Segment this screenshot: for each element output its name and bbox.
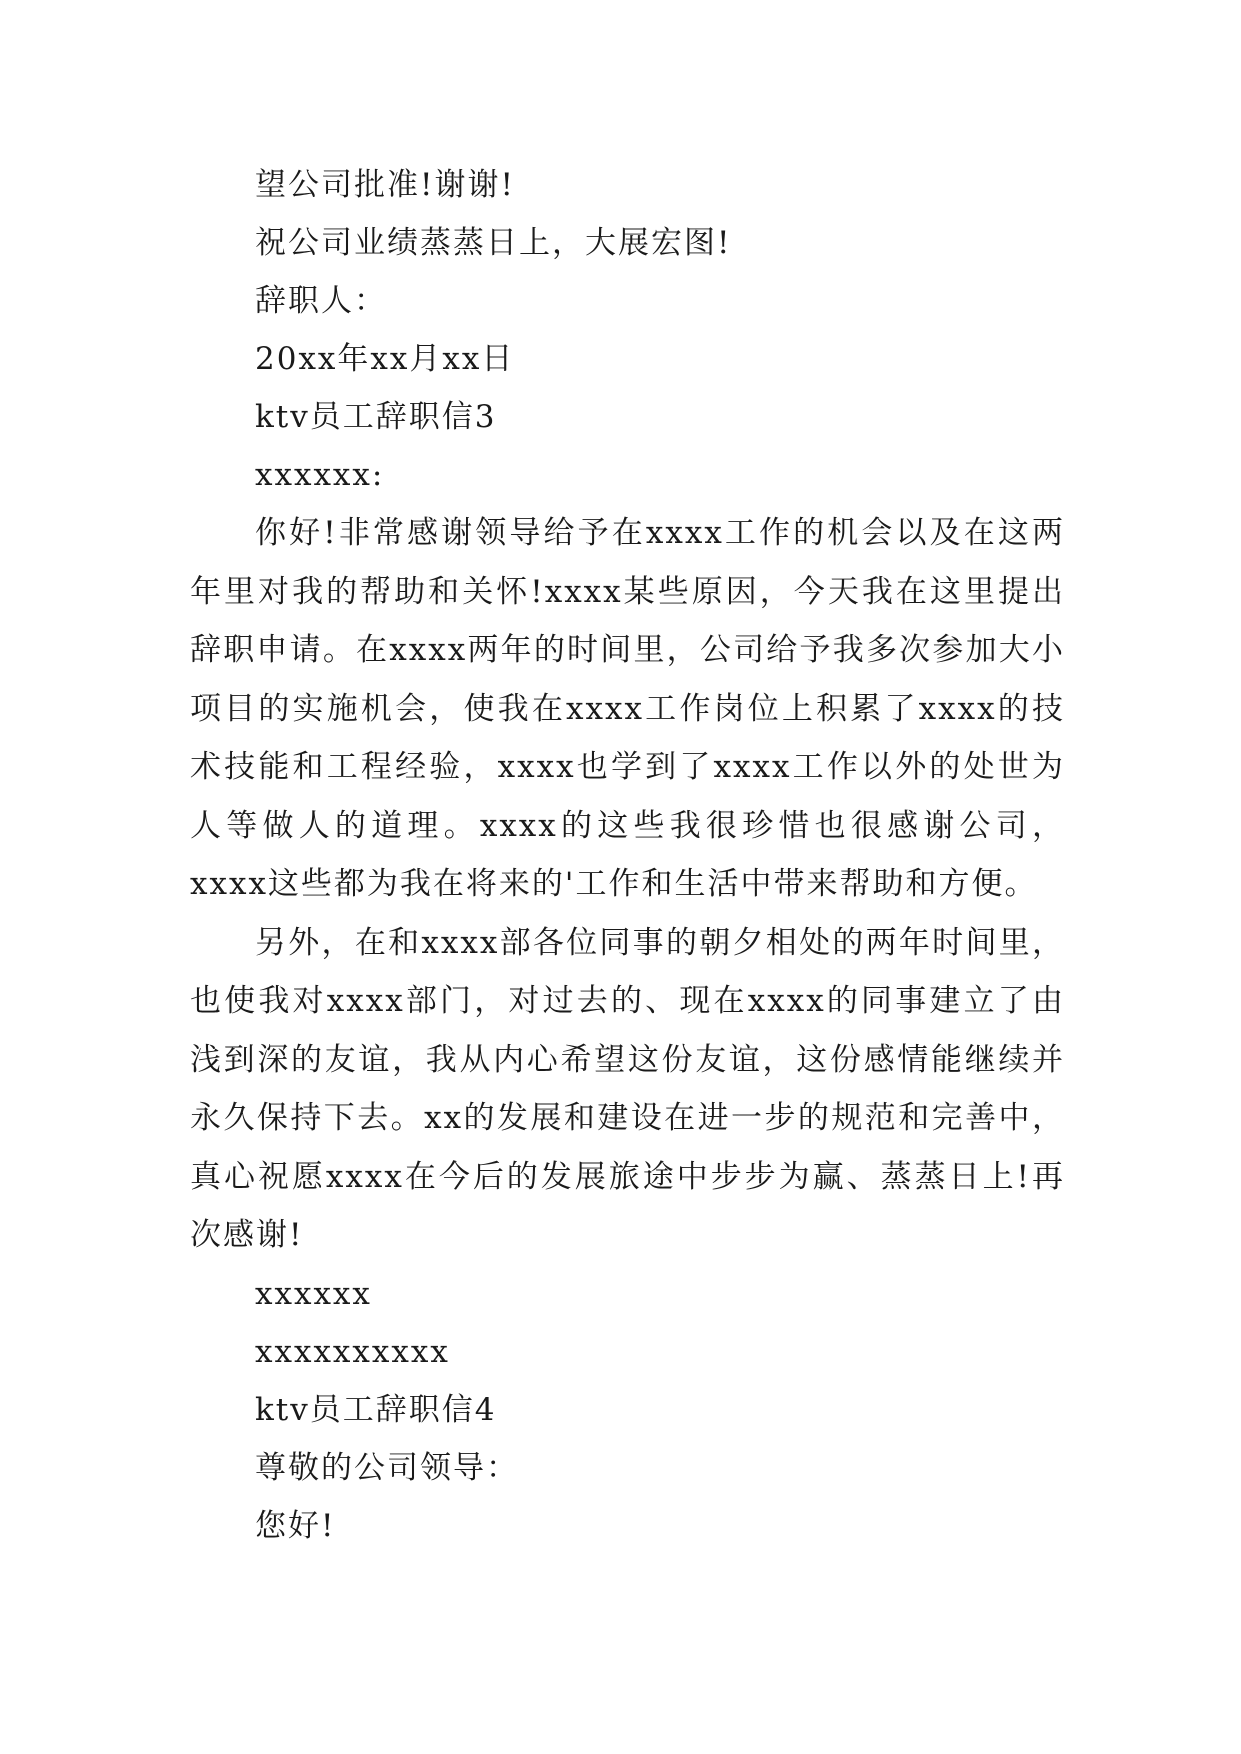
signature-date: xxxxxxxxxx — [255, 1333, 450, 1370]
approval-request-line: 望公司批准!谢谢! — [255, 167, 515, 203]
salutation-line: xxxxxx: — [255, 457, 385, 493]
wishes-line: 祝公司业绩蒸蒸日上，大展宏图! — [255, 225, 732, 261]
letter-3-heading: ktv员工辞职信3 — [255, 399, 497, 435]
date-line: 20xx年xx月xx日 — [255, 341, 515, 377]
body-paragraph-2: 另外，在和xxxx部各位同事的朝夕相处的两年时间里，也使我对xxxx部门，对过去的、现在xxxx的同事建立了由浅到深的友谊，我从内心希望这份友谊，这份感情能继续并永久保持下去。xx的发展和建设在进一步的规范和完善中，真心祝愿xxxx在今后的发展旅途中步步为赢、蒸蒸日上!再次感谢! — [190, 924, 1065, 1253]
resigner-label: 辞职人： — [255, 283, 387, 319]
signature-name: xxxxxx — [255, 1275, 372, 1312]
body-paragraph-1: 你好!非常感谢领导给予在xxxx工作的机会以及在这两年里对我的帮助和关怀!xxxx某些原因，今天我在这里提出辞职申请。在xxxx两年的时间里，公司给予我多次参加大小项目的实施机会，使我在xxxx工作岗位上积累了xxxx的技术技能和工程经验，xxxx也学到了xxxx工作以外的处世为人等做人的道理。xxxx的这些我很珍惜也很感谢公司，xxxx这些都为我在将来的'工作和生活中带来帮助和方便。 — [190, 515, 1065, 902]
document-body — [190, 156, 1065, 1555]
letter-4-salutation: 尊敬的公司领导： — [255, 1449, 519, 1486]
letter-4-heading: ktv员工辞职信4 — [255, 1391, 497, 1428]
letter-4-greeting: 您好! — [255, 1507, 336, 1544]
